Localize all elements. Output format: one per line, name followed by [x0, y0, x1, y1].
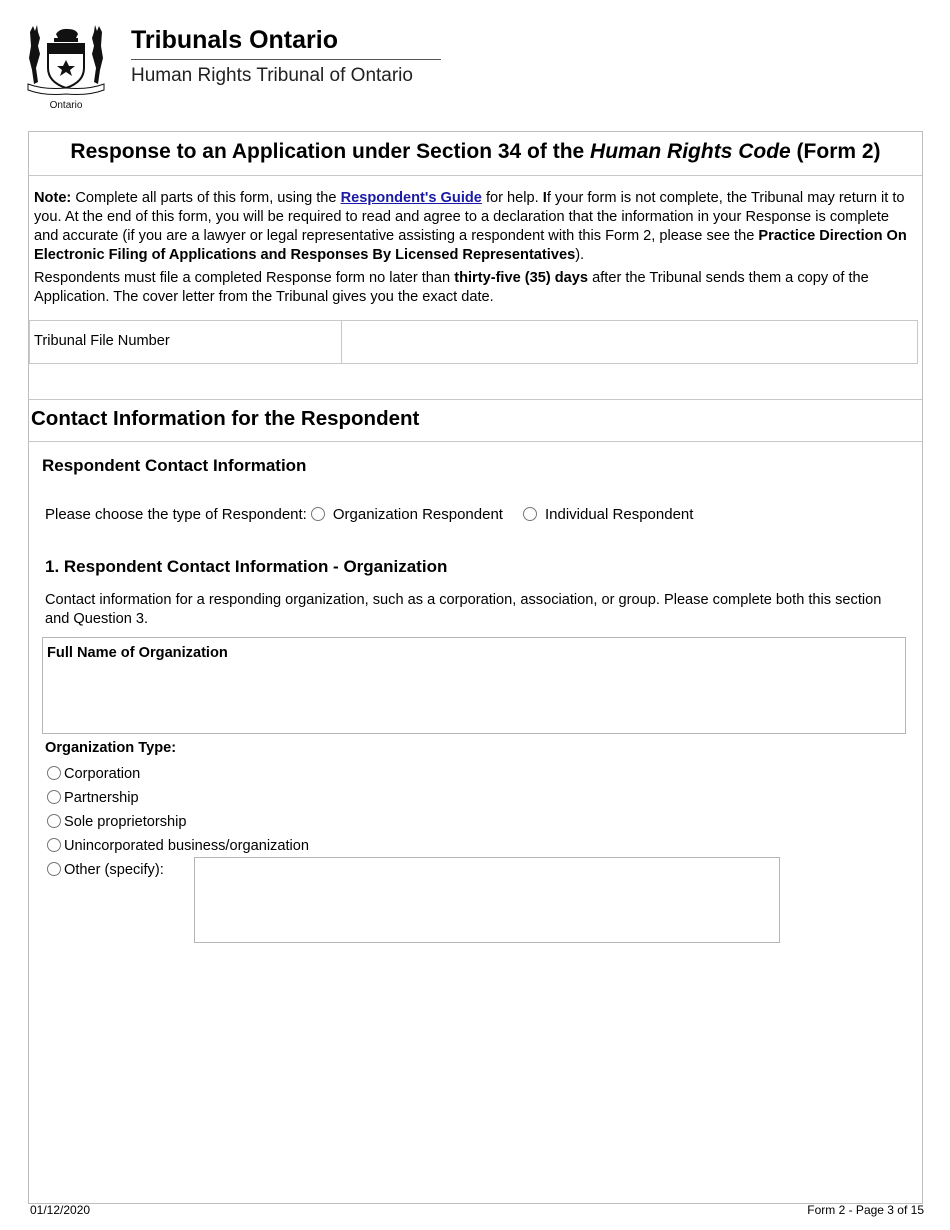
tribunal-file-number-input[interactable]	[343, 322, 919, 364]
other-radio[interactable]	[47, 862, 61, 876]
section-divider-top	[29, 399, 922, 400]
corporation-radio[interactable]	[47, 766, 61, 780]
individual-respondent-radio[interactable]	[523, 507, 537, 521]
note-paragraph-1: Note: Complete all parts of this form, using the Respondent's Guide for help. If your form is not complete, the Tribunal may return it to you. At the end of this form, you will be required to read and agree to a declaration that the information in your Response is complete and accurate (if you are a lawyer or legal representative assisting a respondent with this Form 2, please see the Practice Direction On Electronic Filing of Applications and Responses By Licensed Representatives).	[34, 190, 907, 263]
header-divider	[131, 59, 441, 60]
partnership-radio[interactable]	[47, 790, 61, 804]
full-name-of-organization-field[interactable]	[42, 637, 906, 734]
practice-direction-title: Practice Direction On Electronic Filing of Applications and Responses By Licensed Representatives	[34, 228, 907, 263]
respondents-guide-link[interactable]: Respondent's Guide	[340, 190, 482, 206]
org-type-option-sole-proprietorship[interactable]: Sole proprietorship	[47, 814, 187, 830]
full-name-of-organization-label: Full Name of Organization	[47, 645, 228, 661]
respondent-type-prompt: Please choose the type of Respondent:	[45, 506, 307, 523]
question-1-title: 1. Respondent Contact Information - Organization	[45, 557, 448, 576]
question-1-description: Contact information for a responding organization, such as a corporation, association, or group. Please complete both this section and Question 3.	[45, 592, 882, 627]
organization-respondent-radio[interactable]	[311, 507, 325, 521]
tribunal-file-number-row	[29, 320, 918, 364]
respondent-type-row	[45, 506, 693, 523]
tribunal-name: Human Rights Tribunal of Ontario	[131, 65, 413, 86]
form-title: Response to an Application under Section 34 of the Human Rights Code (Form 2)	[70, 140, 881, 163]
deadline-days: thirty-five (35) days	[454, 270, 589, 286]
ontario-coat-of-arms-logo	[24, 24, 108, 110]
logo-caption: Ontario	[49, 100, 83, 110]
section-divider-bottom	[29, 441, 922, 442]
org-type-option-unincorporated[interactable]: Unincorporated business/organization	[47, 838, 309, 854]
org-type-option-corporation[interactable]: Corporation	[47, 766, 140, 782]
coat-of-arms-icon	[24, 24, 108, 110]
note-block	[34, 189, 912, 311]
individual-respondent-label: Individual Respondent	[544, 506, 694, 523]
sole-proprietorship-radio[interactable]	[47, 814, 61, 828]
respondent-contact-subtitle: Respondent Contact Information	[42, 456, 307, 475]
tribunal-file-number-label: Tribunal File Number	[34, 333, 170, 349]
footer-date: 01/12/2020	[30, 1203, 91, 1217]
other-specify-field[interactable]	[194, 857, 780, 943]
contact-section-title: Contact Information for the Respondent	[31, 407, 420, 430]
code-name-italic: Human Rights Code	[590, 140, 791, 163]
note-paragraph-2: Respondents must file a completed Response form no later than thirty-five (35) days after the Tribunal sends them a copy of the Application. The cover letter from the Tribunal gives you the exact date.	[34, 270, 869, 305]
footer-page-number: Form 2 - Page 3 of 15	[807, 1203, 924, 1217]
title-divider	[29, 175, 922, 176]
organization-respondent-label: Organization Respondent	[332, 506, 503, 523]
org-type-option-other[interactable]: Other (specify):	[47, 862, 164, 878]
organization-type-label: Organization Type:	[45, 740, 177, 756]
org-type-option-partnership[interactable]: Partnership	[47, 790, 139, 806]
org-name: Tribunals Ontario	[131, 26, 338, 54]
form-page-frame	[28, 131, 923, 1204]
unincorporated-radio[interactable]	[47, 838, 61, 852]
